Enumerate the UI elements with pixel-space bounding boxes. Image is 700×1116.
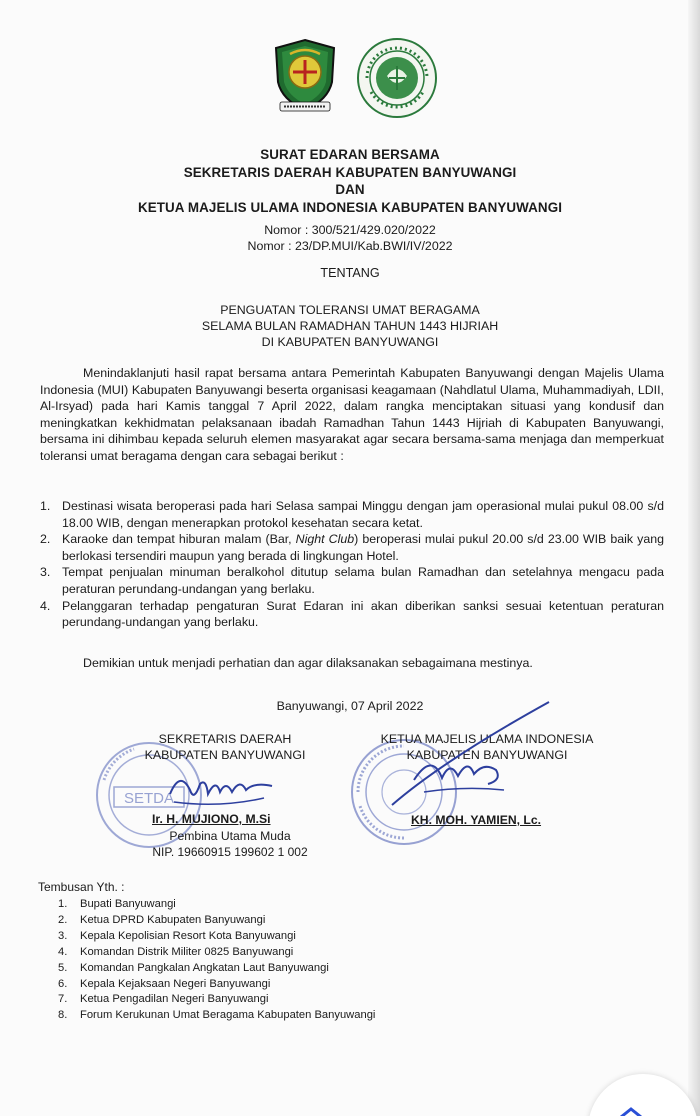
nomor-second: Nomor : 23/DP.MUI/Kab.BWI/IV/2022 bbox=[247, 239, 453, 253]
stamp-label: SETDA bbox=[123, 790, 175, 807]
left-signatory-title: SEKRETARIS DAERAH KABUPATEN BANYUWANGI bbox=[144, 732, 306, 762]
intro-paragraph bbox=[40, 365, 664, 465]
list-item bbox=[40, 598, 664, 631]
cc-item: 7. Ketua Pengadilan Negeri Banyuwangi bbox=[58, 993, 269, 1006]
list-number: 4. bbox=[40, 598, 51, 613]
closing-sentence: Demikian untuk menjadi perhatian dan agar dilaksanakan sebagaimana mestinya. bbox=[83, 656, 533, 670]
cc-item: 5. Komandan Pangkalan Angkatan Laut Banyuwangi bbox=[58, 961, 329, 974]
page-edge-shadow bbox=[688, 0, 700, 1116]
cc-item: 8. Forum Kerukunan Umat Beragama Kabupaten Banyuwangi bbox=[58, 1009, 376, 1022]
doc-title-line4: KETUA MAJELIS ULAMA INDONESIA KABUPATEN BANYUWANGI bbox=[137, 200, 563, 215]
left-signatory-name: Ir. H. MUJIONO, M.Si bbox=[152, 812, 271, 826]
list-number: 1. bbox=[40, 499, 51, 513]
intro-text: Menindaklanjuti hasil rapat bersama antara Pemerintah Kabupaten Banyuwangi dengan Majelis Ulama Indonesia (MUI) Kabupaten Banyuwangi beserta organisasi keagamaan (Nahdlatul Ulama, Muhammadiyah, LDII, Al-Irsyad) pada hari Kamis tanggal 7 April 2022, dalam rangka menciptakan situasi yang kondusif dan meningkatkan kekhidmatan pelaksanaan ibadah Ramadhan Tahun 1443 Hijriah di Kabupaten Banyuwangi, bersama ini dihimbau kepada seluruh elemen masyarakat agar secara bersama-sama menjaga dan memperkuat toleransi umat beragama dengan cara sebagai berikut : bbox=[40, 366, 664, 463]
list-item bbox=[40, 564, 664, 597]
doc-title-line1: SURAT EDARAN BERSAMA bbox=[260, 147, 440, 162]
list-text: Karaoke dan tempat hiburan malam (Bar, Night Club) beroperasi mulai pukul 20.00 s/d 23.00 WIB baik yang berlokasi tersendiri maupun yang berada di lingkungan Hotel. bbox=[62, 532, 665, 563]
nomor-first: Nomor : 300/521/429.020/2022 bbox=[264, 223, 436, 237]
mui-seal-logo bbox=[355, 36, 439, 120]
cc-item: 3. Kepala Kepolisian Resort Kota Banyuwangi bbox=[58, 929, 296, 942]
list-text: Tempat penjualan minuman beralkohol ditutup selama bulan Ramadhan dan setelahnya mengacu pada peraturan perundang-undangan yang berlaku. bbox=[62, 565, 664, 596]
right-signature bbox=[384, 700, 554, 810]
subject-line2: SELAMA BULAN RAMADHAN TAHUN 1443 HIJRIAH bbox=[201, 319, 499, 333]
right-signatory-name: KH. MOH. YAMIEN, Lc. bbox=[411, 813, 542, 827]
subject-line3: DI KABUPATEN BANYUWANGI bbox=[261, 335, 439, 349]
list-text: Destinasi wisata beroperasi pada hari Selasa sampai Minggu dengan jam operasional mulai pukul 08.00 s/d 18.00 WIB, dengan menerapkan protokol kesehatan secara ketat. bbox=[62, 499, 664, 530]
instruction-list bbox=[40, 498, 664, 631]
cc-heading: Tembusan Yth. : bbox=[38, 880, 125, 894]
doc-title-line3: DAN bbox=[335, 182, 365, 197]
right-signatory-title: KETUA MAJELIS ULAMA INDONESIA KABUPATEN BANYUWANGI bbox=[380, 732, 594, 762]
left-signatory-rank: Pembina Utama Muda bbox=[169, 829, 291, 843]
left-signatory-nip: NIP. 19660915 199602 1 002 bbox=[152, 845, 308, 859]
tentang-heading: TENTANG bbox=[320, 266, 380, 280]
cc-item: 6. Kepala Kejaksaan Negeri Banyuwangi bbox=[58, 977, 271, 990]
list-number: 3. bbox=[40, 565, 51, 580]
left-signature bbox=[160, 764, 280, 814]
list-text: Pelanggaran terhadap pengaturan Surat Edaran ini akan diberikan sanksi sesuai ketentuan peraturan perundang-undangan yang berlaku. bbox=[62, 598, 664, 630]
banyuwangi-crest-logo bbox=[272, 38, 338, 114]
cc-item: 4. Komandan Distrik Militer 0825 Banyuwangi bbox=[58, 945, 294, 958]
subject-line1: PENGUATAN TOLERANSI UMAT BERAGAMA bbox=[220, 303, 480, 317]
cc-list bbox=[58, 897, 375, 1024]
doc-title-line2: SEKRETARIS DAERAH KABUPATEN BANYUWANGI bbox=[183, 165, 517, 180]
cc-item: 2. Ketua DPRD Kabupaten Banyuwangi bbox=[58, 913, 266, 926]
chevron-up-icon bbox=[618, 1106, 644, 1116]
signing-date: Banyuwangi, 07 April 2022 bbox=[276, 699, 424, 713]
cc-item: 1. Bupati Banyuwangi bbox=[58, 898, 176, 910]
list-number: 2. bbox=[40, 532, 51, 547]
list-item bbox=[40, 531, 664, 564]
list-item bbox=[40, 498, 664, 531]
